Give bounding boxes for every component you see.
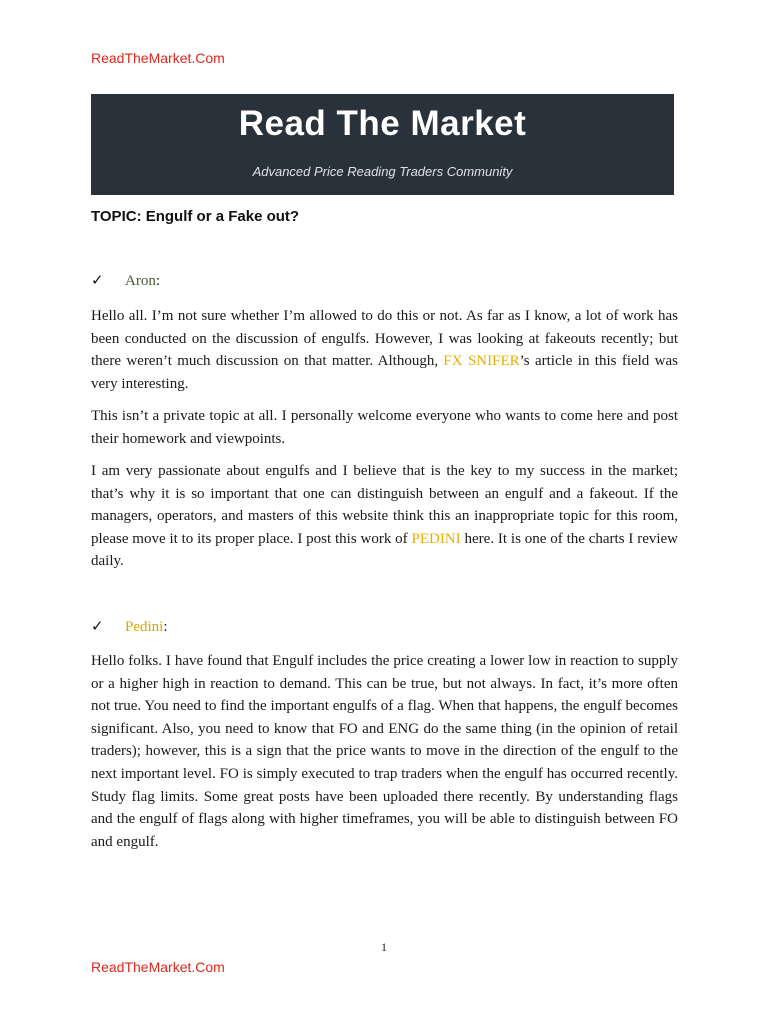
footer-site-link[interactable]: ReadTheMarket.Com — [91, 959, 225, 975]
post-author-aron — [91, 271, 160, 290]
text-run: I am very passionate about engulfs and I believe that is the key to my success in the market; that’s why it is so important that one can distinguish between an engulf and a fakeout. If the managers, operators, and masters of this website think this an inappropriate topic for this room, please move it to its proper place. I post this work of — [91, 463, 678, 547]
aron-paragraph-3 — [91, 460, 678, 573]
user-link-fx-snifer[interactable]: FX SNIFER — [443, 353, 520, 370]
post-author-pedini — [91, 617, 168, 636]
aron-paragraph-2: This isn’t a private topic at all. I personally welcome everyone who wants to come here and post their homework and viewpoints. — [91, 408, 678, 447]
checkmark-icon: ✓ — [91, 273, 104, 289]
aron-paragraph-1 — [91, 305, 678, 395]
topic-title: TOPIC: Engulf or a Fake out? — [91, 208, 300, 225]
author-colon: : — [163, 619, 168, 635]
header-site-link[interactable]: ReadTheMarket.Com — [91, 50, 225, 66]
checkmark-icon: ✓ — [91, 619, 104, 635]
author-name: Aron — [125, 273, 156, 289]
text-run: ’s article in this field was very interesting. — [91, 353, 678, 392]
site-banner — [91, 94, 674, 195]
pedini-paragraph-1: Hello folks. I have found that Engulf includes the price creating a lower low in reaction to supply or a higher high in reaction to demand. This can be true, but not always. In fact, it’s more often not true. You need to find the important engulfs of a flag. When that happens, the engulf becomes significant. Also, you need to know that FO and ENG do the same thing (in the opinion of retail traders); however, this is a sign that the price wants to move in the direction of the engulf to the next important level. FO is simply executed to trap traders when the engulf has occurred recently. Study flag limits. Some great posts have been uploaded there recently. By understanding flags and the engulf of flags along with higher timeframes, you will be able to distinguish between FO and engulf. — [91, 653, 678, 850]
banner-title: Read The Market — [238, 104, 527, 143]
text-run: here. It is one of the charts I review daily. — [91, 530, 679, 570]
author-colon: : — [155, 273, 160, 289]
user-link-pedini[interactable]: PEDINI — [411, 530, 461, 547]
author-name: Pedini — [125, 619, 164, 635]
text-run: Hello all. I’m not sure whether I’m allowed to do this or not. As far as I know, a lot of work has been conducted on the discussion of engulfs. However, I was looking at fakeouts recently; but there weren’t much discussion on that matter. Although, — [91, 308, 678, 370]
banner-subtitle: Advanced Price Reading Traders Community — [252, 164, 513, 179]
page-number: 1 — [381, 940, 387, 954]
